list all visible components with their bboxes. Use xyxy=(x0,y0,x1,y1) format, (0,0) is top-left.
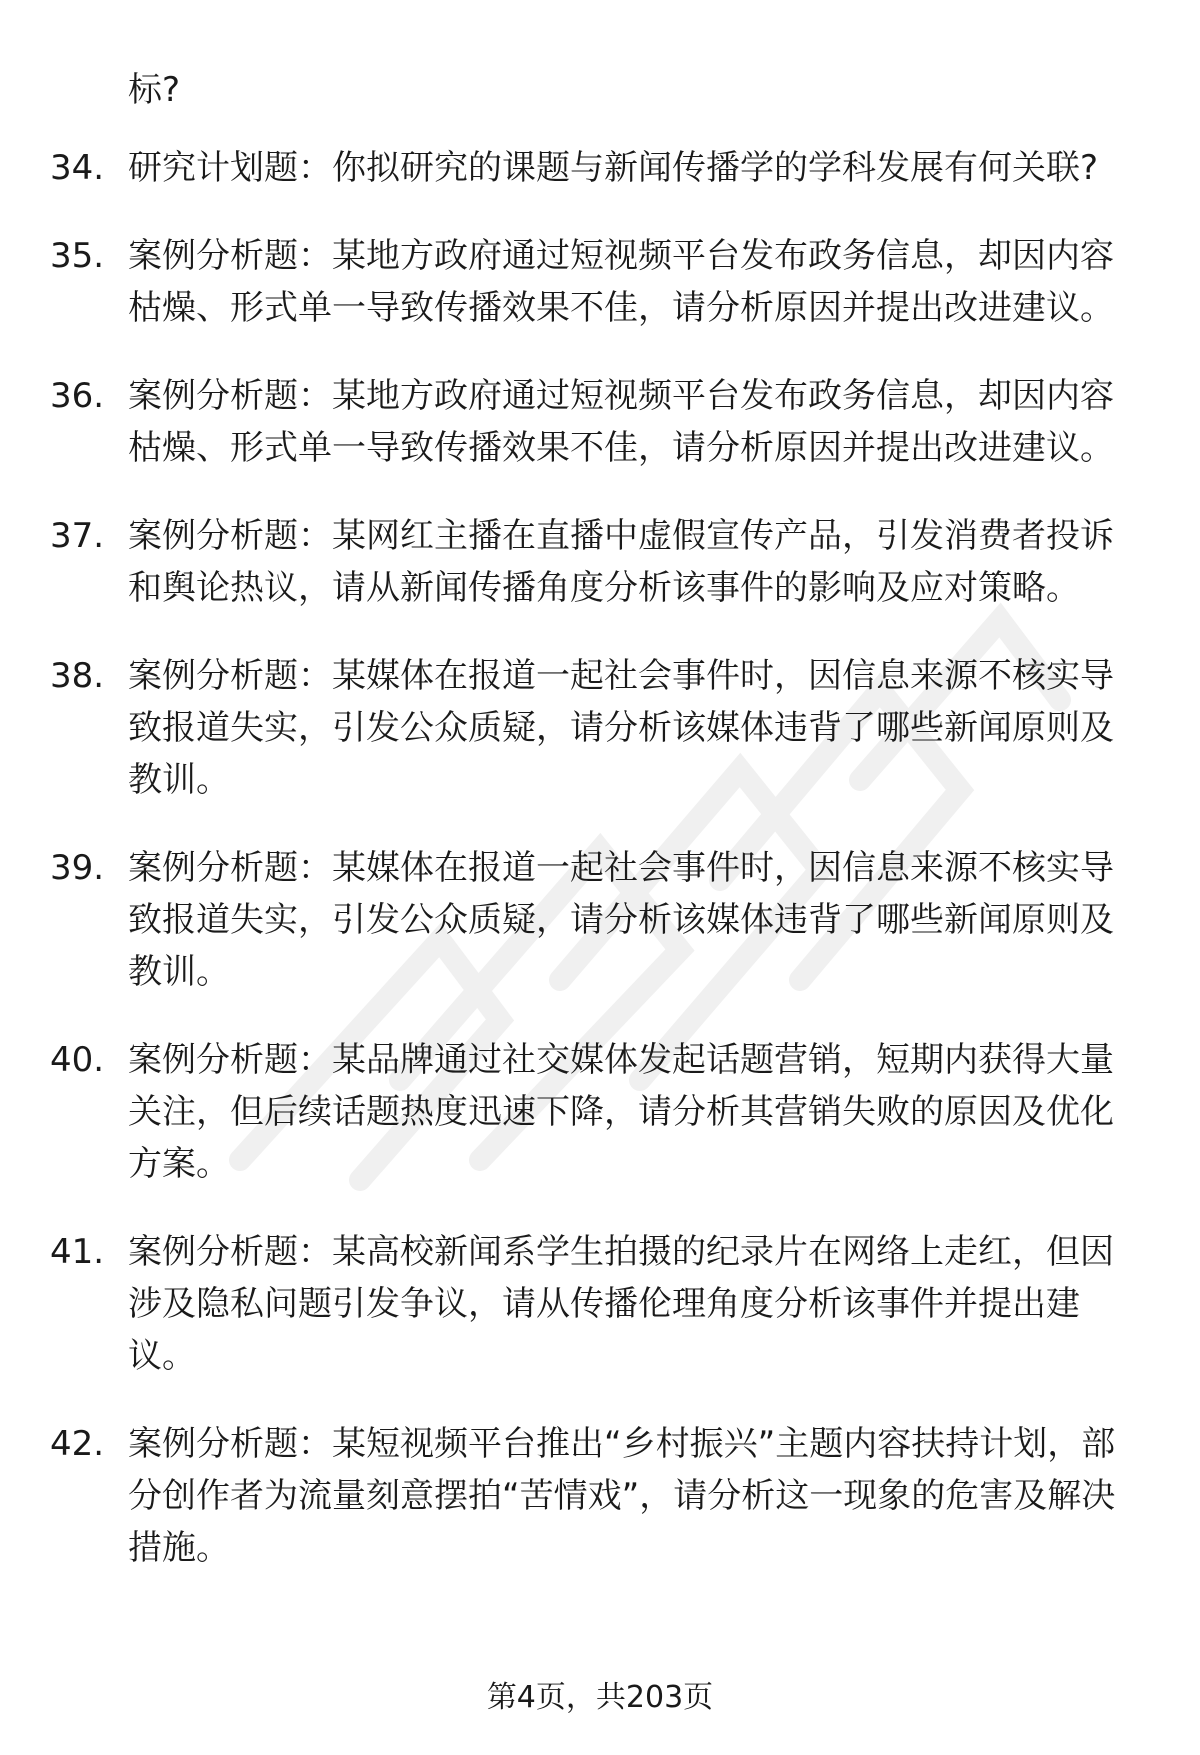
question-text: 案例分析题：某媒体在报道一起社会事件时，因信息来源不核实导致报道失实，引发公众质疑，请分析该媒体违背了哪些新闻原则及教训。 xyxy=(128,848,1114,992)
question-text: 案例分析题：某媒体在报道一起社会事件时，因信息来源不核实导致报道失实，引发公众质疑，请分析该媒体违背了哪些新闻原则及教训。 xyxy=(128,656,1114,800)
question-number: 42. xyxy=(50,1424,105,1464)
continuation-text: 标? xyxy=(128,70,181,110)
list-item xyxy=(0,1034,1200,1190)
question-text: 案例分析题：某品牌通过社交媒体发起话题营销，短期内获得大量关注，但后续话题热度迅速下降，请分析其营销失败的原因及优化方案。 xyxy=(128,1040,1114,1184)
question-number: 39. xyxy=(50,848,105,888)
list-item xyxy=(0,842,1200,998)
question-number: 36. xyxy=(50,376,105,416)
list-item xyxy=(0,510,1200,614)
page-footer: 第4页，共203页 xyxy=(486,1680,714,1715)
question-number: 35. xyxy=(50,236,105,276)
list-item xyxy=(0,1226,1200,1382)
question-number: 41. xyxy=(50,1232,105,1272)
question-text: 案例分析题：某短视频平台推出“乡村振兴”主题内容扶持计划，部分创作者为流量刻意摆拍“苦情戏”，请分析这一现象的危害及解决措施。 xyxy=(128,1424,1116,1568)
question-number: 38. xyxy=(50,656,105,696)
list-item xyxy=(0,370,1200,474)
question-text: 案例分析题：某地方政府通过短视频平台发布政务信息，却因内容枯燥、形式单一导致传播效果不佳，请分析原因并提出改进建议。 xyxy=(128,236,1114,328)
question-text: 案例分析题：某地方政府通过短视频平台发布政务信息，却因内容枯燥、形式单一导致传播效果不佳，请分析原因并提出改进建议。 xyxy=(128,376,1114,468)
list-item xyxy=(0,142,1200,194)
question-text: 案例分析题：某网红主播在直播中虚假宣传产品，引发消费者投诉和舆论热议，请从新闻传播角度分析该事件的影响及应对策略。 xyxy=(128,516,1114,608)
list-item xyxy=(0,230,1200,334)
question-text: 研究计划题：你拟研究的课题与新闻传播学的学科发展有何关联? xyxy=(128,148,1099,188)
question-number: 34. xyxy=(50,148,105,188)
list-item xyxy=(0,1418,1200,1574)
question-text: 案例分析题：某高校新闻系学生拍摄的纪录片在网络上走红，但因涉及隐私问题引发争议，请从传播伦理角度分析该事件并提出建议。 xyxy=(128,1232,1114,1376)
question-number: 40. xyxy=(50,1040,105,1080)
question-number: 37. xyxy=(50,516,105,556)
question-list xyxy=(0,142,1200,1610)
list-item xyxy=(0,650,1200,806)
